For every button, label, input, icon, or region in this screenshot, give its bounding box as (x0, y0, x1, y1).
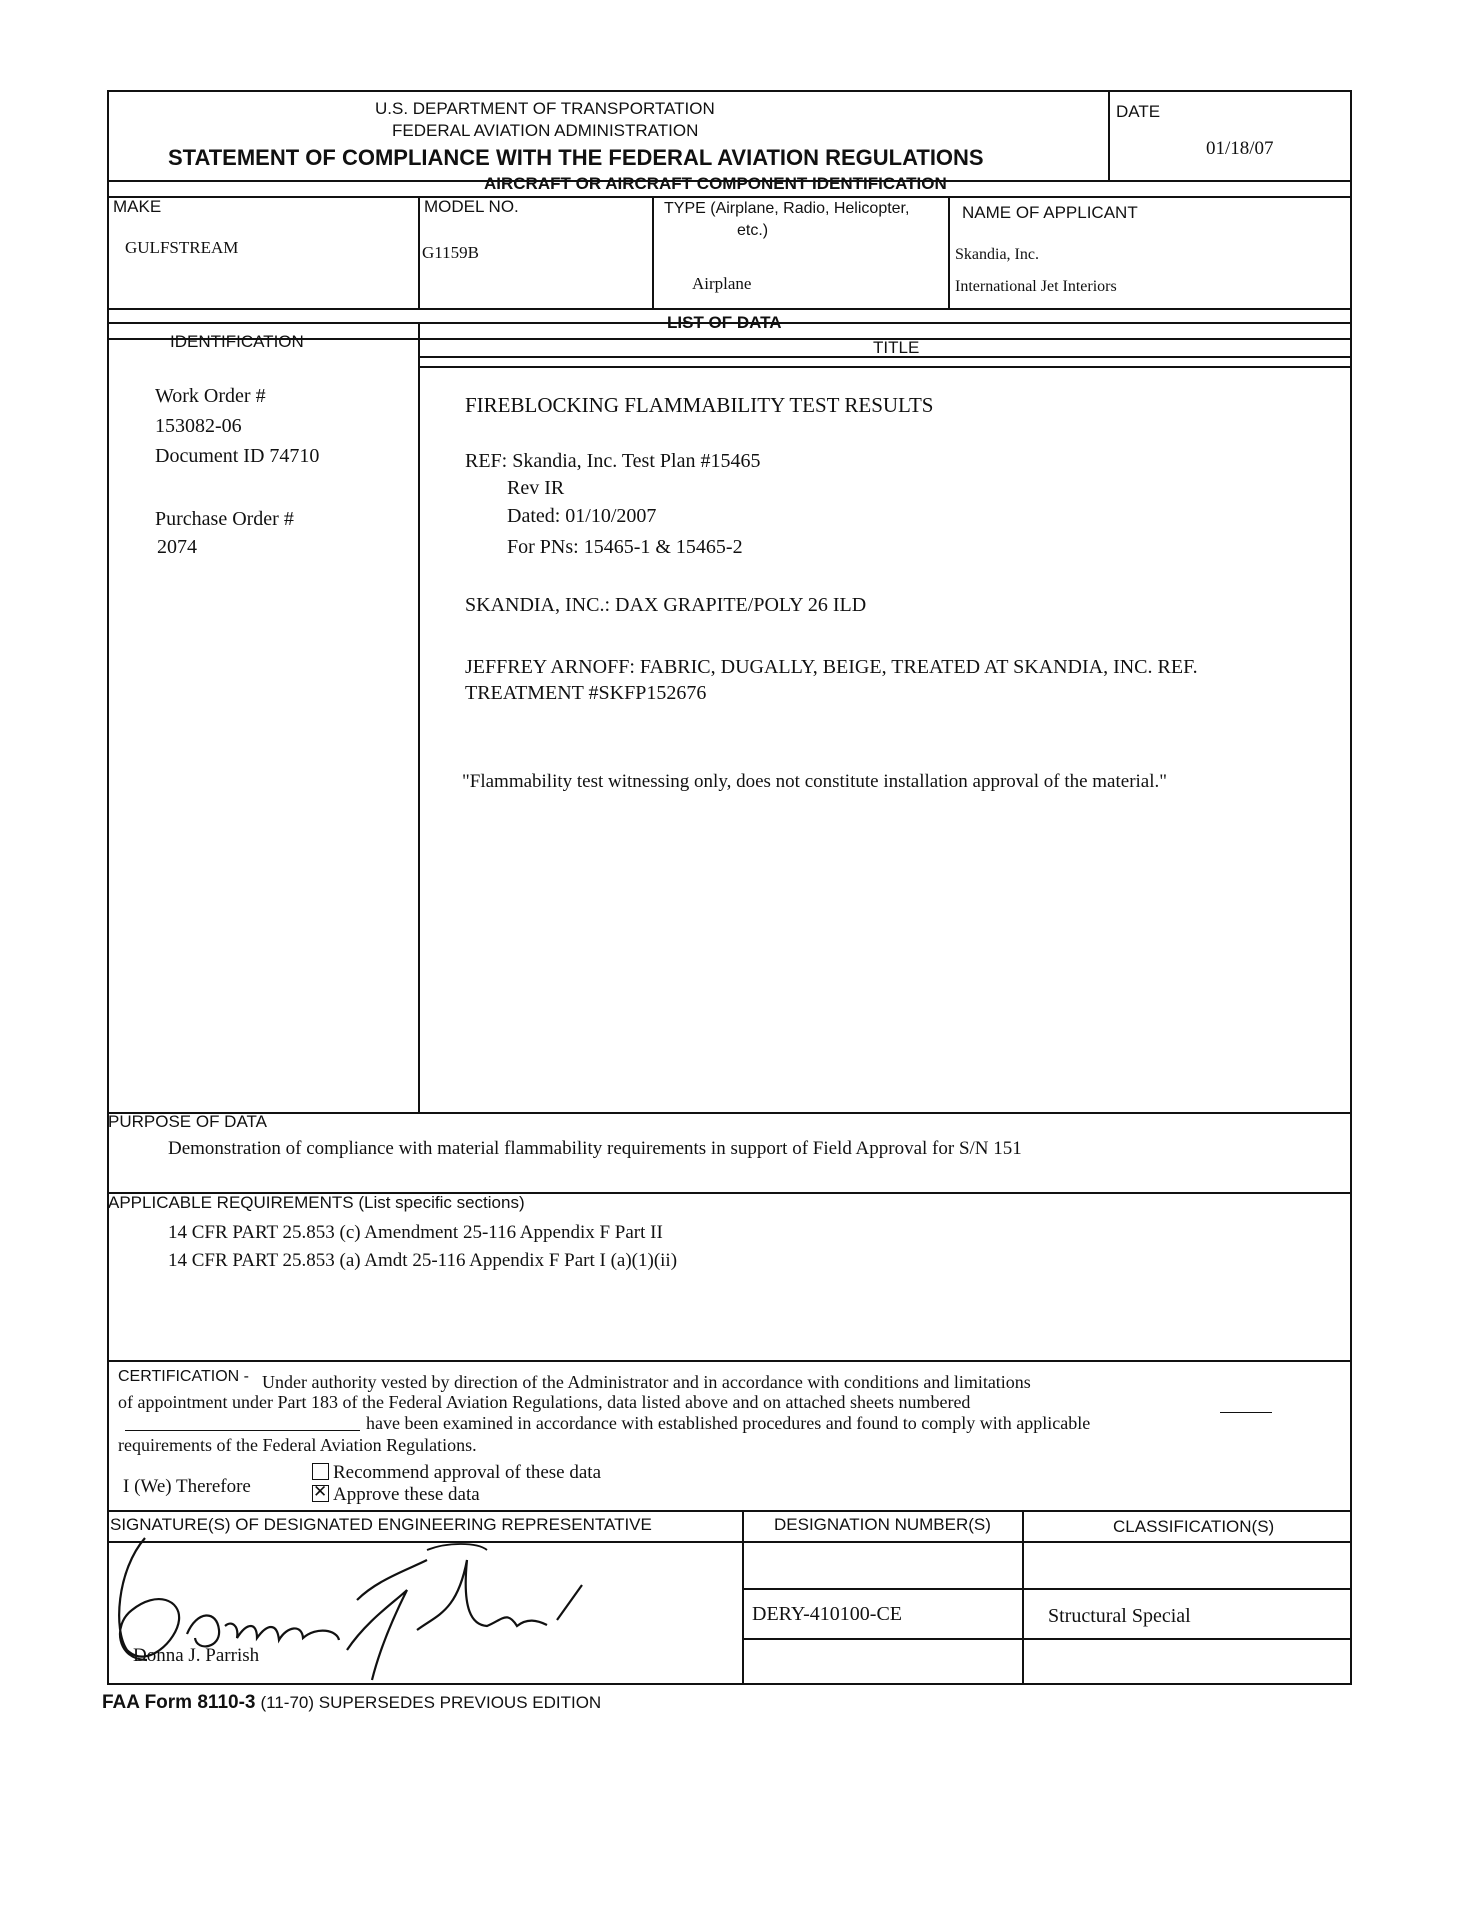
certification-line-4: requirements of the Federal Aviation Regulations. (118, 1435, 477, 1455)
applicant-label: NAME OF APPLICANT (962, 203, 1138, 222)
identification-line: Document ID 74710 (155, 445, 320, 467)
material-2-line-2: TREATMENT #SKFP152676 (465, 682, 707, 704)
requirements-label: APPLICABLE REQUIREMENTS (List specific sections) (108, 1193, 525, 1212)
date-label: DATE (1116, 102, 1161, 121)
classification-value: Structural Special (1048, 1605, 1191, 1627)
recommend-checkbox[interactable] (312, 1463, 329, 1480)
model-label: MODEL NO. (424, 197, 519, 216)
designation-number: DERY-410100-CE (752, 1603, 902, 1625)
make-value: GULFSTREAM (125, 238, 239, 257)
identification-line: 153082-06 (155, 415, 242, 437)
identification-line: Work Order # (155, 385, 266, 407)
identification-line: 2074 (157, 536, 197, 558)
dated: Dated: 01/10/2007 (507, 505, 657, 527)
designation-column-header: DESIGNATION NUMBER(S) (774, 1515, 991, 1534)
approve-checkbox[interactable] (312, 1485, 329, 1502)
material-1: SKANDIA, INC.: DAX GRAPITE/POLY 26 ILD (465, 594, 867, 616)
form-number: FAA Form 8110-3 (102, 1692, 256, 1713)
agency-line-1: U.S. DEPARTMENT OF TRANSPORTATION (375, 99, 715, 118)
applicant-line-1: Skandia, Inc. (955, 246, 1039, 263)
certification-line-3: have been examined in accordance with established procedures and found to comply with applicable (366, 1413, 1091, 1433)
material-2-line-1: JEFFREY ARNOFF: FABRIC, DUGALLY, BEIGE, TREATED AT SKANDIA, INC. REF. (465, 656, 1198, 678)
certification-line-1: Under authority vested by direction of the Administrator and in accordance with conditions and limitations (262, 1372, 1031, 1392)
revision: Rev IR (507, 477, 565, 499)
signature-column-header: SIGNATURE(S) OF DESIGNATED ENGINEERING REPRESENTATIVE (110, 1515, 652, 1534)
approve-option-label: Approve these data (333, 1484, 480, 1505)
signer-name: Donna J. Parrish (133, 1645, 260, 1666)
form-title: STATEMENT OF COMPLIANCE WITH THE FEDERAL AVIATION REGULATIONS (168, 145, 984, 170)
part-numbers: For PNs: 15465-1 & 15465-2 (507, 536, 743, 558)
title-column-header: TITLE (873, 338, 920, 357)
type-value: Airplane (692, 274, 752, 293)
form-footer (102, 1692, 601, 1714)
date-value: 01/18/07 (1206, 138, 1274, 159)
identification-line: Purchase Order # (155, 508, 294, 530)
aircraft-identification-heading: AIRCRAFT OR AIRCRAFT COMPONENT IDENTIFICATION (484, 174, 947, 193)
identification-column-header: IDENTIFICATION (170, 332, 304, 351)
recommend-option (312, 1462, 601, 1484)
type-label: TYPE (Airplane, Radio, Helicopter, (664, 200, 910, 217)
purpose-label: PURPOSE OF DATA (108, 1112, 268, 1131)
witnessing-note: "Flammability test witnessing only, does not constitute installation approval of the material." (462, 771, 1168, 792)
type-label-2: etc.) (737, 222, 769, 239)
requirement-item: 14 CFR PART 25.853 (a) Amdt 25-116 Appendix F Part I (a)(1)(ii) (168, 1250, 678, 1271)
therefore-text: I (We) Therefore (123, 1476, 251, 1497)
applicant-line-2: International Jet Interiors (955, 278, 1117, 295)
recommend-option-label: Recommend approval of these data (333, 1462, 602, 1483)
form-edition: (11-70) SUPERSEDES PREVIOUS EDITION (260, 1693, 602, 1712)
model-value: G1159B (422, 243, 479, 262)
data-main-title: FIREBLOCKING FLAMMABILITY TEST RESULTS (465, 393, 934, 417)
reference-line: REF: Skandia, Inc. Test Plan #15465 (465, 450, 761, 472)
approve-option (312, 1484, 480, 1506)
certification-label: CERTIFICATION - (118, 1368, 249, 1385)
make-label: MAKE (113, 197, 162, 216)
agency-line-2: FEDERAL AVIATION ADMINISTRATION (392, 121, 699, 140)
purpose-text: Demonstration of compliance with material flammability requirements in support of Field Approval for S/N 151 (168, 1138, 1022, 1159)
certification-line-2: of appointment under Part 183 of the Federal Aviation Regulations, data listed above and on attached sheets numbered (118, 1392, 971, 1412)
list-of-data-heading: LIST OF DATA (667, 313, 782, 332)
classification-column-header: CLASSIFICATION(S) (1113, 1517, 1275, 1536)
requirement-item: 14 CFR PART 25.853 (c) Amendment 25-116 Appendix F Part II (168, 1222, 663, 1243)
